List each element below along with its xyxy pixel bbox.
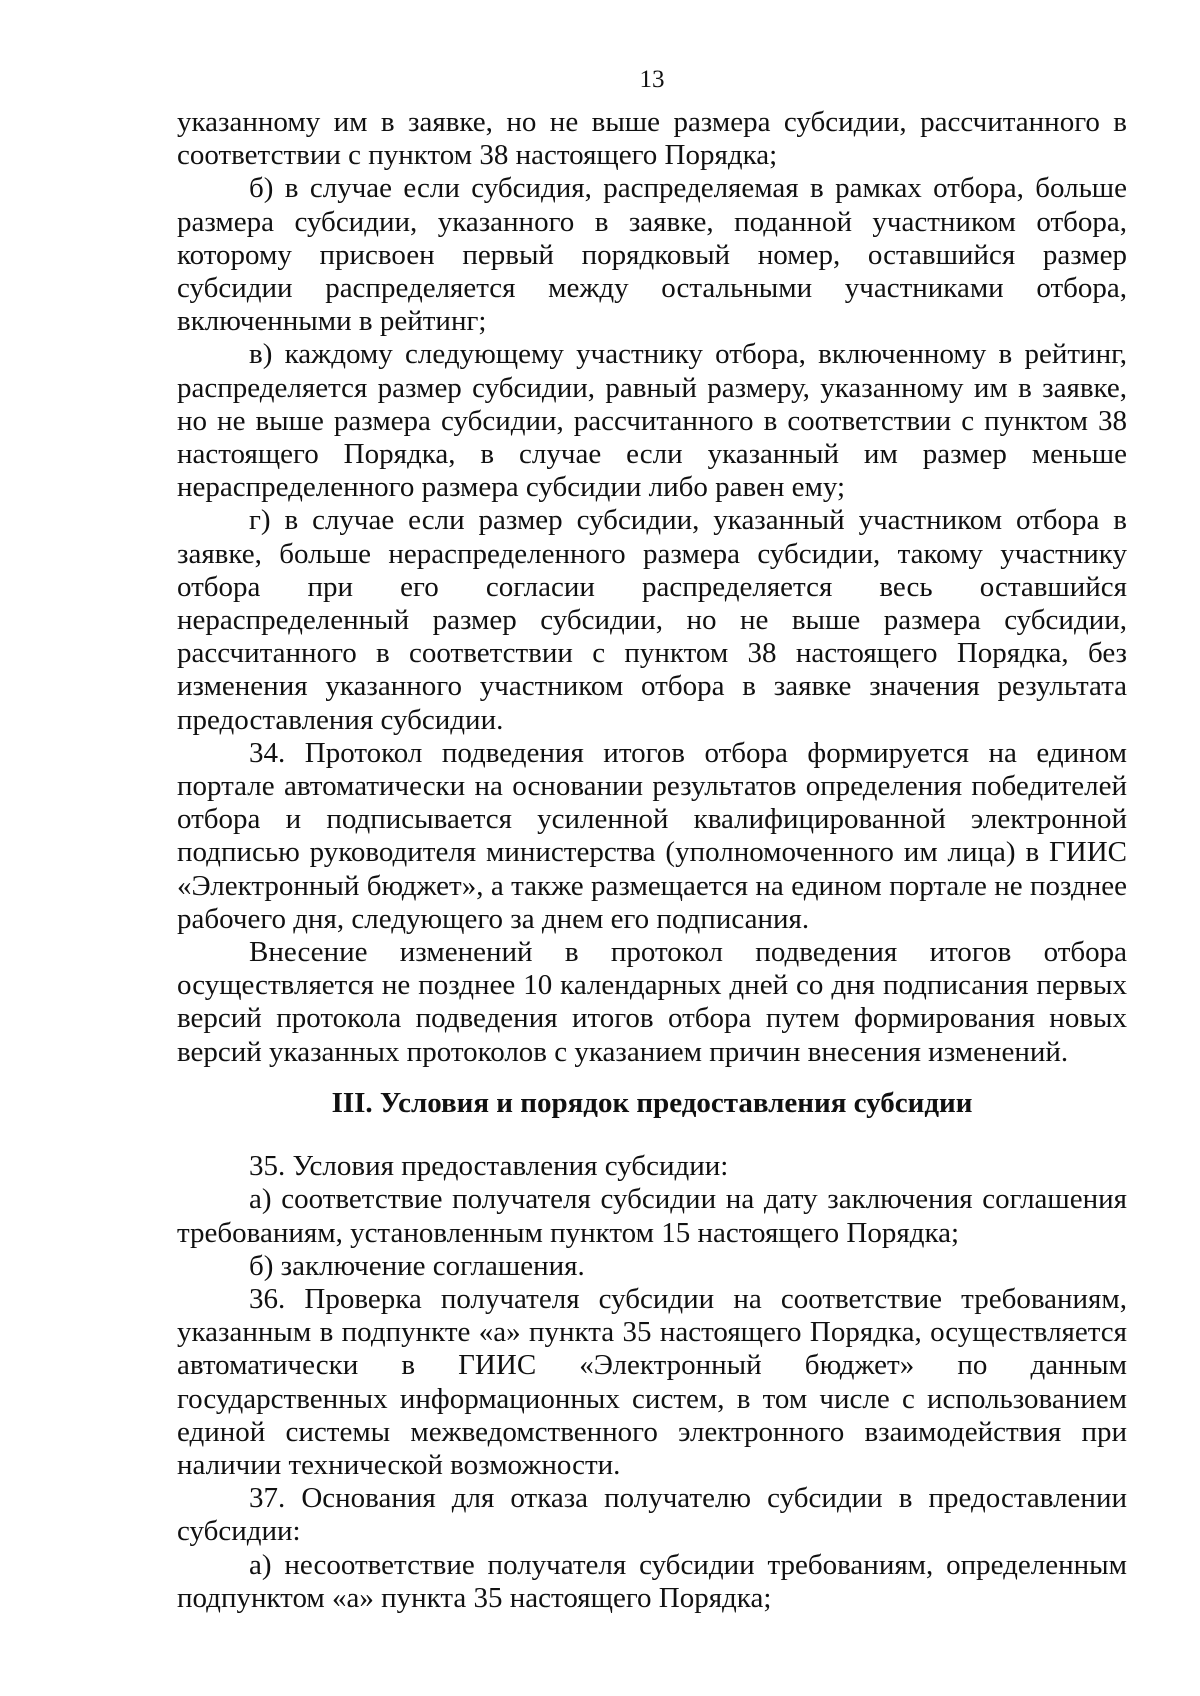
paragraph-35-a: а) соответствие получателя субсидии на дату заключения соглашения требованиям, установленным пунктом 15 настоящего Порядка;	[177, 1183, 1127, 1249]
paragraph-35-b: б) заключение соглашения.	[249, 1249, 585, 1282]
paragraph-continuation: указанному им в заявке, но не выше размера субсидии, рассчитанного в соответствии с пунктом 38 настоящего Порядка;	[177, 106, 1127, 172]
paragraph-34-amendments: Внесение изменений в протокол подведения итогов отбора осуществляется не позднее 10 календарных дней со дня подписания первых версий протокола подведения итогов отбора путем формирования новых версий указанных протоколов с указанием причин внесения изменений.	[177, 936, 1127, 1068]
paragraph-item-b: б) в случае если субсидия, распределяемая в рамках отбора, больше размера субсидии, указанного в заявке, поданной участником отбора, которому присвоен первый порядковый номер, оставшийся размер субсидии распределяется между остальными участниками отбора, включенными в рейтинг;	[177, 172, 1127, 338]
paragraph-37-a: а) несоответствие получателя субсидии требованиям, определенным подпунктом «а» пункта 35 настоящего Порядка;	[177, 1548, 1127, 1614]
section-heading: III. Условия и порядок предоставления субсидии	[331, 1086, 973, 1119]
document-page	[177, 58, 1127, 1615]
paragraph-item-g: г) в случае если размер субсидии, указанный участником отбора в заявке, больше нераспределенного размера субсидии, такому участнику отбора при его согласии распределяется весь оставшийся нераспределенный размер субсидии, но не выше размера субсидии, рассчитанного в соответствии с пунктом 38 настоящего Порядка, без изменения указанного участником отбора в заявке значения результата предоставления субсидии.	[177, 504, 1127, 736]
body-after-heading	[177, 1150, 1127, 1615]
paragraph-34: 34. Протокол подведения итогов отбора формируется на едином портале автоматически на основании результатов определения победителей отбора и подписывается усиленной квалифицированной электронной подписью руководителя министерства (уполномоченного им лица) в ГИИС «Электронный бюджет», а также размещается на едином портале не позднее рабочего дня, следующего за днем его подписания.	[177, 736, 1127, 935]
paragraph-item-v: в) каждому следующему участнику отбора, включенному в рейтинг, распределяется размер субсидии, равный размеру, указанному им в заявке, но не выше размера субсидии, рассчитанного в соответствии с пунктом 38 настоящего Порядка, в случае если указанный им размер меньше нераспределенного размера субсидии либо равен ему;	[177, 338, 1127, 504]
paragraph-36: 36. Проверка получателя субсидии на соответствие требованиям, указанным в подпункте «а» пункта 35 настоящего Порядка, осуществляется автоматически в ГИИС «Электронный бюджет» по данным государственных информационных систем, в том числе с использованием единой системы межведомственного электронного взаимодействия при наличии технической возможности.	[177, 1282, 1127, 1481]
body-before-heading	[177, 106, 1127, 1069]
paragraph-37: 37. Основания для отказа получателю субсидии в предоставлении субсидии:	[177, 1482, 1127, 1548]
paragraph-35: 35. Условия предоставления субсидии:	[249, 1150, 729, 1183]
page-number: 13	[639, 66, 665, 93]
